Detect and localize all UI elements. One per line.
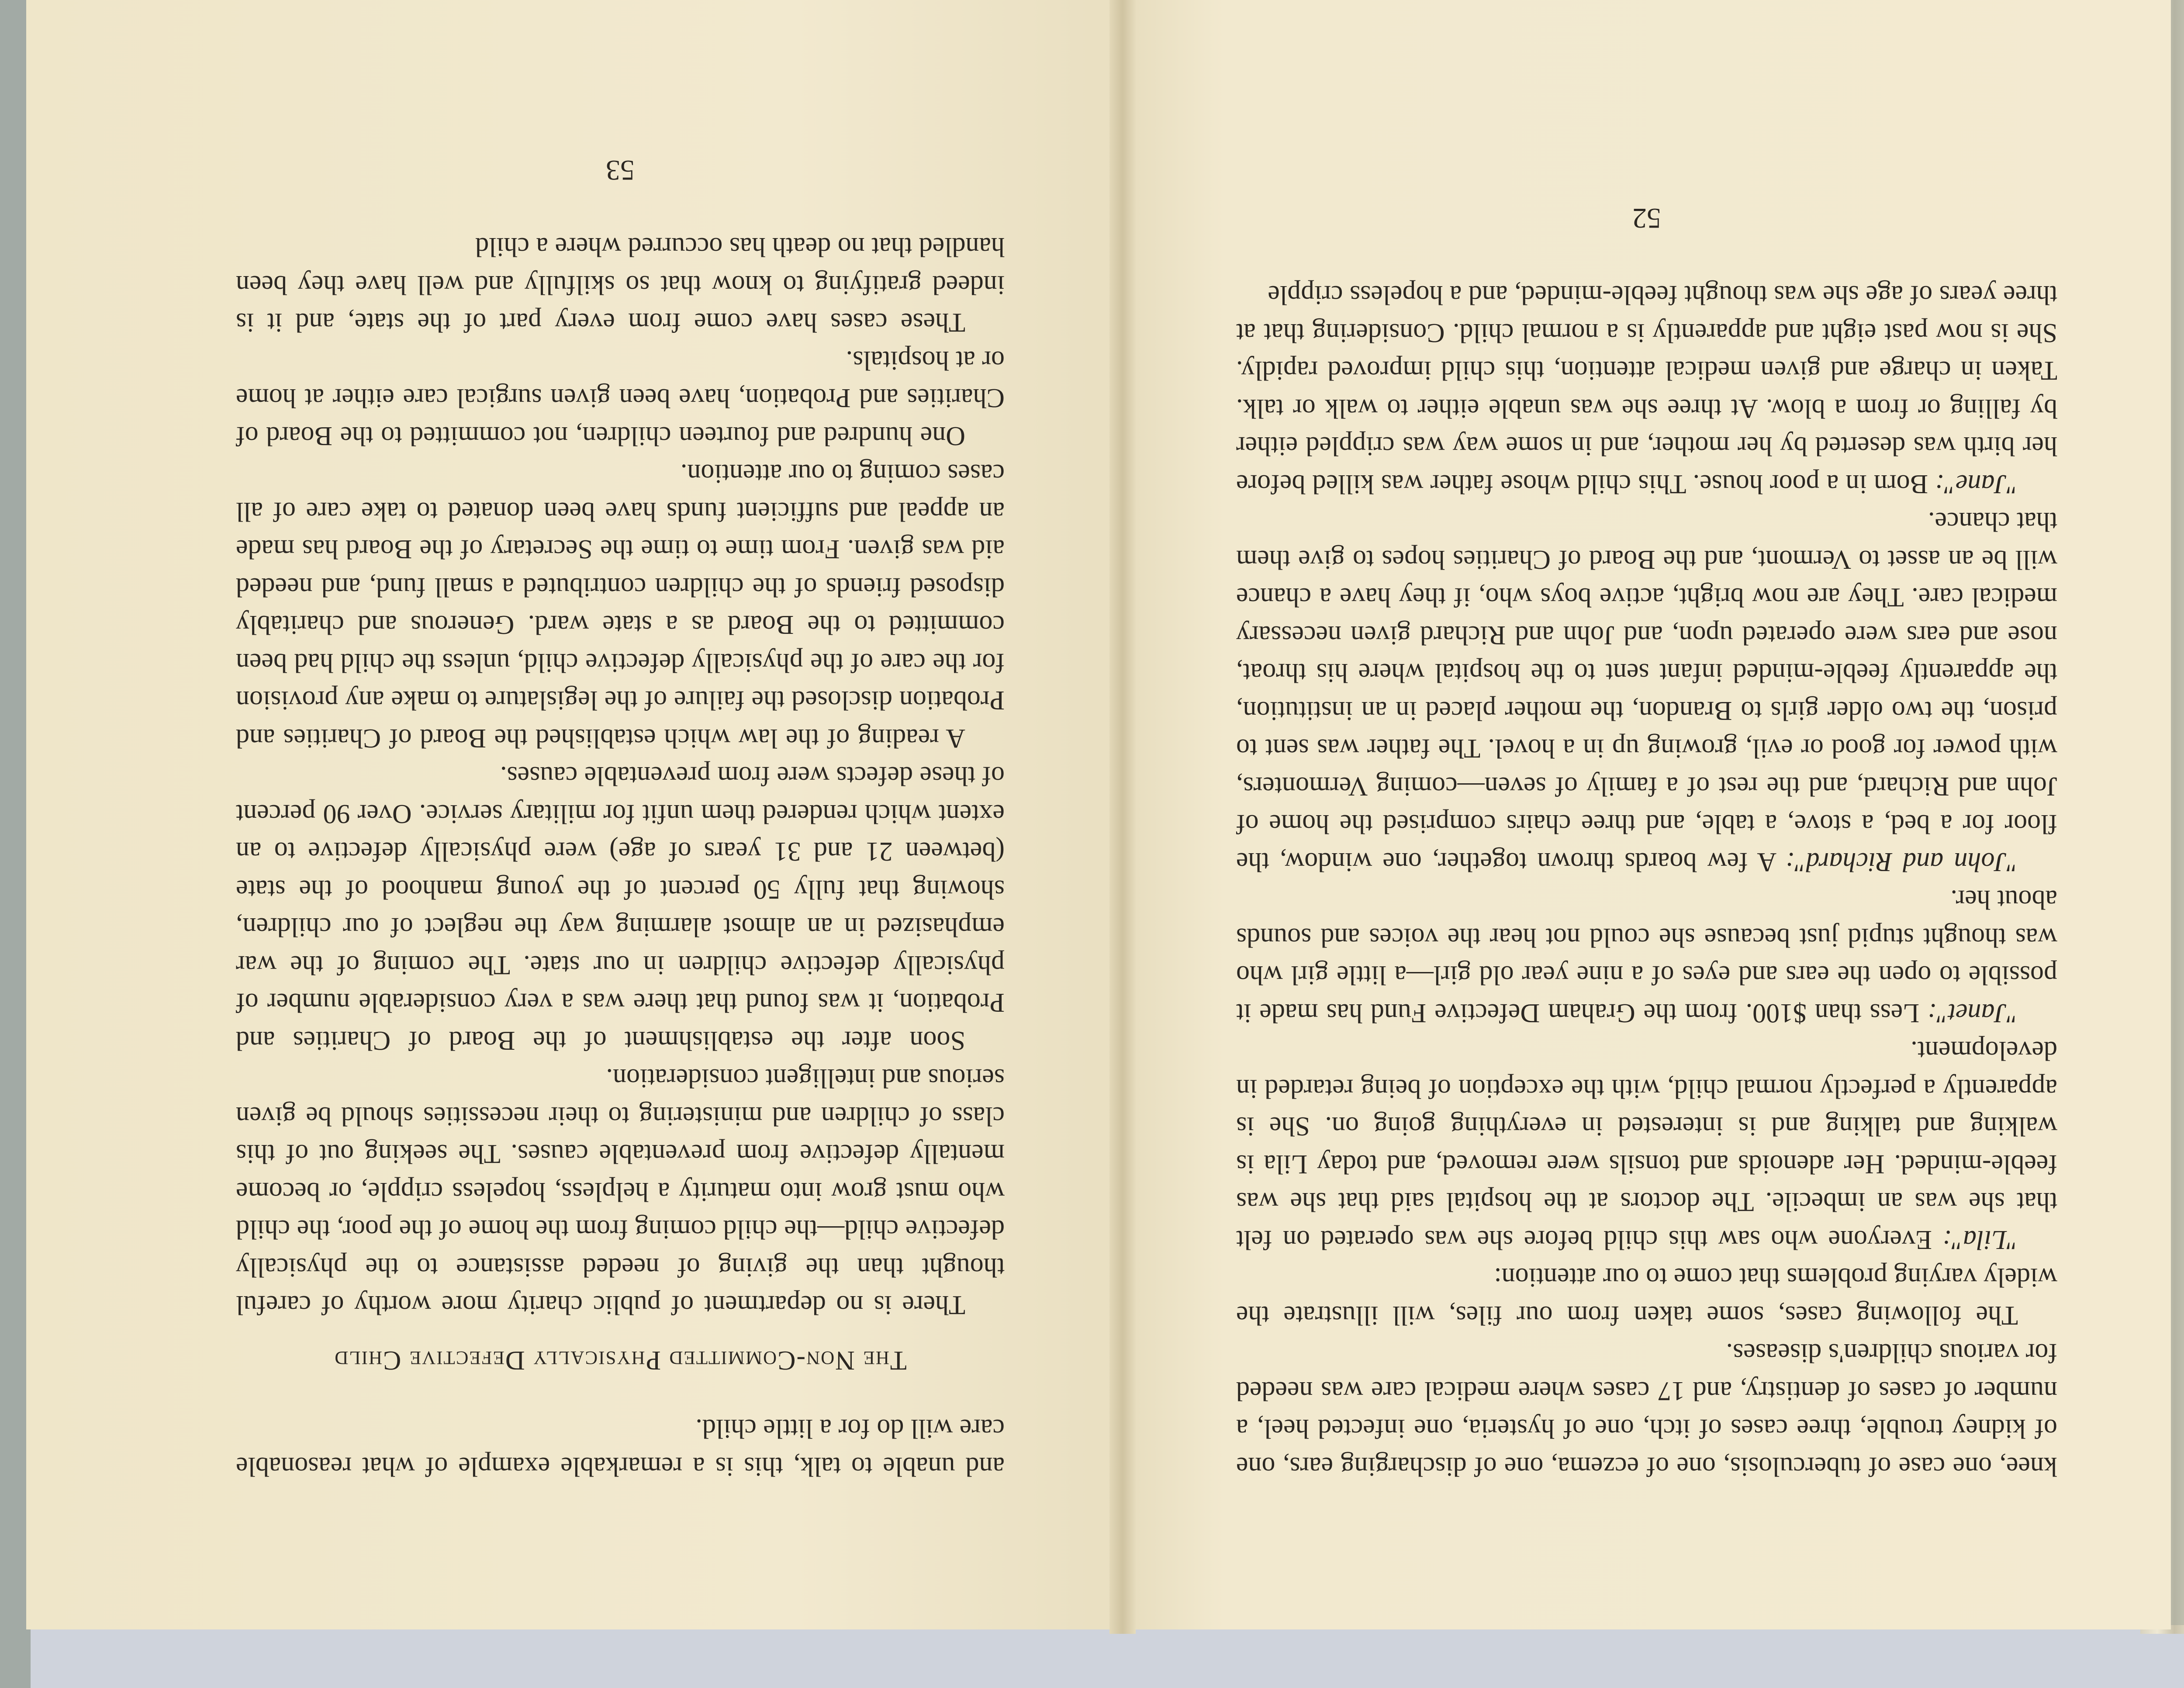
left-intro: and unable to talk, this is a remarkable example of what reasonable care will do for a little child. xyxy=(236,1414,1005,1481)
book-gutter xyxy=(1109,0,1136,1634)
right-paragraph: "John and Richard": A few boards thrown together, one window, the floor for a bed, a stove, a table, and three chairs comprised the home of John and Richard, and the rest of a family of seven—coming Vermonters, with power for good or evil, growing up in a hovel. The father was sent to prison, the two older girls to Brandon, the mother placed in an institution, the apparently feeble-minded infant sent to the hospital where his throat, nose and ears were operated upon, and John and Richard given necessary medical care. They are now bright, active boys who, if they have a chance will be an asset to Vermont, and the Board of Charities hopes to give them that chance. xyxy=(1236,507,2057,877)
case-name: "Janet": xyxy=(1928,998,2018,1028)
page-number: 53 xyxy=(606,154,635,186)
left-paragraph: These cases have come from every part of the state, and it is indeed gratifying to know that so skilfully and well have they been handled that no death has occurred where a child xyxy=(236,232,1005,338)
left-paragraph: There is no department of public charity more worthy of careful thought than the giving of needed assistance to the physically defective child—the child coming from the home of the poor, the child who must grow into maturity a helpless, hopeless cripple, or become mentally defective from preventable causes. The seeking out of this class of children and ministering to their necessities should be given serious and intelligent consideration. xyxy=(236,1063,1005,1320)
right-intro: knee, one case of tuberculosis, one of eczema, one of discharging ears, one of kidney trouble, three cases of itch, one of hysteria, one infected heel, a number of cases of dentistry, and 17 cases where medical care was needed for various children's diseases. xyxy=(1236,1338,2057,1481)
right-paragraph: "Janet": Less than $100. from the Graham Defective Fund has made it possible to open the ears and eyes of a nine year old girl—a little girl who was thought stupid just because she could not hear the voices and sounds about her. xyxy=(1236,885,2057,1028)
section-heading: The Non-Committed Physically Defective Child xyxy=(334,1346,907,1375)
case-name: "John and Richard": xyxy=(1785,847,2018,877)
left-paragraph: Soon after the establishment of the Board of Charities and Probation, it was found that there was a very considerable number of physically defective children in our state. The coming of the war emphasized in an almost alarming way the neglect of our children, showing that fully 50 percent of the young manhood of the state (between 21 and 31 years of age) were physically defective to an extent which rendered them unfit for military service. Over 90 percent of these defects were from preventable causes. xyxy=(236,761,1005,1055)
left-page-text xyxy=(236,154,1005,1485)
case-name: "Lila": xyxy=(1942,1225,2018,1255)
page-number: 52 xyxy=(1632,202,1661,234)
left-paragraph: A reading of the law which established the Board of Charities and Probation disclosed the failure of the legislature to make any provision for the care of the physically defective child, unless the child had been committed to the Board as a state ward. Generous and charitably disposed friends of the children contributed a small fund, and needed aid was given. From time to time the Secretary of the Board has made an appeal and sufficient funds have been donated to take care of all cases coming to our attention. xyxy=(236,459,1005,753)
left-paragraph: One hundred and fourteen children, not committed to the Board of Charities and Probation, have been given surgical care either at home or at hospitals. xyxy=(236,346,1005,451)
right-paragraph: "Jane": Born in a poor house. This child whose father was killed before her birth was deserted by her mother, and in some way was crippled either by falling or from a blow. At three she was unable either to walk or talk. Taken in charge and given medical attention, this child improved rapidly. She is now past eight and apparently is a normal child. Considering that at three years of age she was thought feeble-minded, and a hopeless cripple xyxy=(1236,280,2057,499)
right-page-text xyxy=(1236,202,2057,1485)
right-paragraph: The following cases, some taken from our files, will illustrate the widely varying problems that come to our attention: xyxy=(1236,1263,2057,1330)
case-name: "Jane": xyxy=(1935,469,2018,499)
right-paragraph: "Lila": Everyone who saw this child before she was operated on felt that she was an imbecile. The doctors at the hospital said that she was feeble-minded. Her adenoids and tonsils were removed, and today Lila is walking and talking and is interested in everything going on. She is apparently a perfectly normal child, with the exception of being retarded in development. xyxy=(1236,1036,2057,1255)
